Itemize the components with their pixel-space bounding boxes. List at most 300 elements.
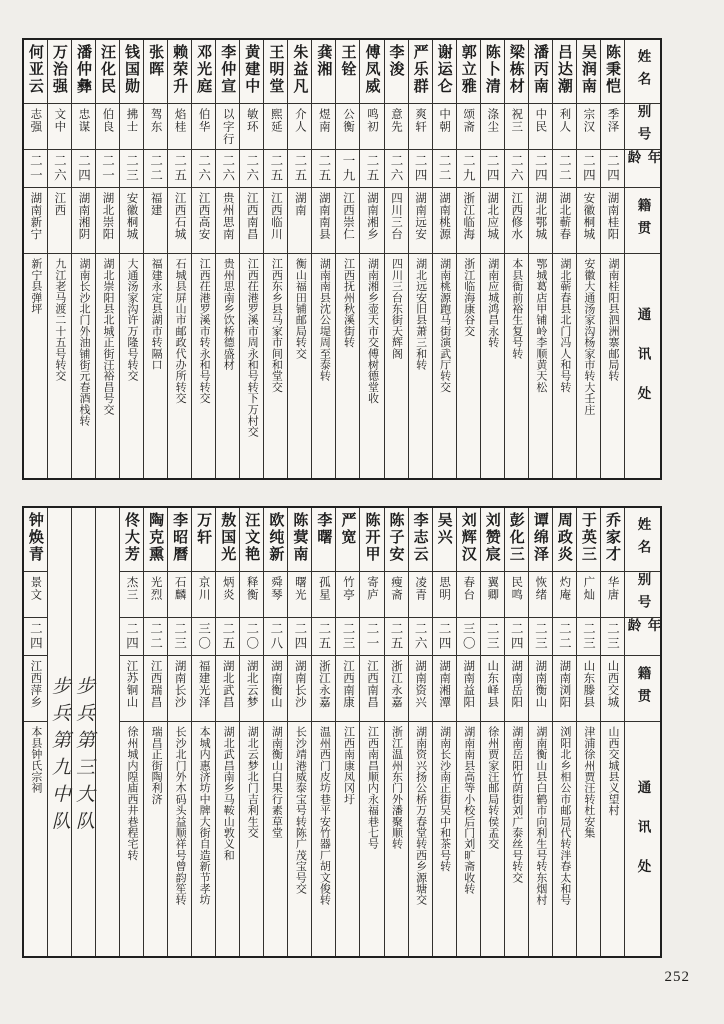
alias-cell — [264, 104, 287, 150]
address-text: 长沙靖港威泰宝号转陈广茂宝号交 — [294, 726, 307, 894]
alias-cell — [192, 572, 215, 618]
age-text: 二三 — [124, 154, 139, 183]
name-cell — [96, 40, 119, 104]
native-cell — [168, 656, 191, 722]
name-text: 乔家才 — [603, 512, 620, 563]
native-cell — [360, 656, 383, 722]
age-text: 二五 — [172, 154, 187, 183]
name-cell — [505, 40, 528, 104]
age-cell — [264, 150, 287, 188]
native-cell — [481, 188, 504, 254]
age-cell — [168, 150, 191, 188]
address-text: 湖北崇阳县北城正街汪裕昌号交 — [101, 258, 114, 415]
alias-cell — [481, 572, 504, 618]
name-cell — [385, 508, 408, 572]
name-cell — [312, 40, 335, 104]
address-cell — [264, 722, 287, 956]
address-cell — [457, 722, 480, 956]
native-cell — [24, 656, 47, 722]
native-cell — [553, 188, 576, 254]
alias-text: 颂斋 — [462, 108, 475, 133]
entry-column — [239, 40, 263, 478]
native-text: 四川三台 — [390, 192, 403, 240]
entry-column — [263, 508, 287, 956]
address-cell — [553, 722, 576, 956]
native-cell — [336, 656, 359, 722]
native-text: 山东峄县 — [486, 660, 499, 708]
name-cell — [336, 508, 359, 572]
header-age-label: 年龄 — [625, 150, 660, 173]
age-cell — [481, 150, 504, 188]
alias-text: 中民 — [534, 108, 547, 133]
address-text: 湖南桂阳县泗洲寨邮局转 — [606, 258, 619, 382]
name-cell — [336, 40, 359, 104]
alias-text: 敏环 — [245, 108, 258, 133]
age-text: 二六 — [413, 622, 428, 651]
native-text: 湖南桃源 — [438, 192, 451, 240]
alias-text: 鸣初 — [366, 108, 378, 133]
native-cell — [360, 188, 383, 254]
address-cell — [385, 722, 408, 956]
address-cell — [120, 254, 143, 478]
alias-cell — [601, 572, 624, 618]
header-address — [625, 254, 660, 478]
age-text: 二三 — [533, 622, 548, 651]
age-cell — [216, 150, 239, 188]
alias-text: 文中 — [53, 108, 66, 133]
alias-text: 焰桂 — [173, 108, 186, 133]
address-cell — [72, 254, 95, 478]
alias-cell — [409, 572, 432, 618]
age-text: 二二 — [148, 622, 163, 651]
entry-column — [504, 40, 528, 478]
age-text: 二一 — [100, 154, 115, 183]
alias-text: 拂士 — [125, 108, 138, 133]
alias-text: 利人 — [558, 108, 571, 133]
native-cell — [481, 656, 504, 722]
address-text: 江西茌港罗溪市周永和号转下万村交 — [246, 258, 259, 438]
address-text: 江西南康凤冈圩 — [342, 726, 355, 805]
native-cell — [216, 656, 239, 722]
native-cell — [505, 656, 528, 722]
name-text: 刘赞宸 — [483, 512, 500, 563]
alias-cell — [409, 104, 432, 150]
native-text: 山西交城 — [606, 660, 619, 708]
age-text: 二八 — [268, 622, 283, 651]
native-text: 湖南益阳 — [462, 660, 475, 708]
name-cell — [553, 508, 576, 572]
native-text: 湖北鄂城 — [534, 192, 547, 240]
entry-column — [600, 40, 624, 478]
age-cell — [144, 618, 167, 656]
address-text: 湖北云梦北门吉利生交 — [246, 726, 259, 838]
age-cell — [48, 150, 71, 188]
native-cell — [24, 188, 47, 254]
native-cell — [192, 656, 215, 722]
name-cell — [433, 508, 456, 572]
age-cell — [168, 618, 191, 656]
name-text: 陈开甲 — [363, 512, 380, 563]
name-cell — [601, 508, 624, 572]
handwritten-unit-annotation: 步兵第三大队 — [72, 676, 94, 838]
alias-text: 民鸣 — [510, 576, 523, 601]
entry-column — [191, 40, 215, 478]
address-cell — [96, 254, 119, 478]
alias-cell — [360, 572, 383, 618]
entry-column — [215, 508, 239, 956]
alias-text: 煜南 — [317, 108, 330, 133]
name-cell — [72, 40, 95, 104]
native-text: 湖南浏阳 — [558, 660, 571, 708]
alias-cell — [216, 104, 239, 150]
address-cell — [144, 722, 167, 956]
alias-text: 涤尘 — [486, 108, 499, 133]
native-text: 福建 — [149, 192, 162, 216]
alias-cell — [601, 104, 624, 150]
native-cell — [120, 188, 143, 254]
address-cell — [288, 722, 311, 956]
alias-text: 舜琴 — [269, 576, 282, 601]
native-text: 湖北崇阳 — [101, 192, 114, 240]
address-text: 本城内惠济坊中牌大街自造新节孝坊 — [198, 726, 211, 906]
age-text: 三〇 — [196, 622, 211, 651]
age-cell — [409, 618, 432, 656]
name-text: 李志云 — [411, 512, 428, 563]
name-cell — [240, 40, 263, 104]
header-name — [625, 508, 660, 572]
native-text: 江西临川 — [269, 192, 282, 240]
name-text: 李仲宣 — [219, 44, 236, 95]
native-text: 湖南长沙 — [293, 660, 306, 708]
alias-cell — [120, 572, 143, 618]
name-text: 朱益凡 — [291, 44, 308, 95]
age-cell — [360, 618, 383, 656]
age-text: 二二 — [437, 154, 452, 183]
header-age — [625, 150, 660, 188]
age-text: 二六 — [509, 154, 524, 183]
name-text: 于英三 — [579, 512, 596, 563]
age-cell — [409, 150, 432, 188]
age-text: 二四 — [485, 154, 500, 183]
entry-column — [191, 508, 215, 956]
address-cell — [385, 254, 408, 478]
native-text: 湖北武昌 — [221, 660, 234, 708]
age-text: 二四 — [533, 154, 548, 183]
age-cell — [120, 150, 143, 188]
age-cell — [264, 618, 287, 656]
age-text: 二六 — [220, 154, 235, 183]
address-text: 江西茌港罗溪市转永和号转交 — [198, 258, 211, 404]
alias-cell — [433, 104, 456, 150]
age-text: 二六 — [52, 154, 67, 183]
age-text: 二二 — [557, 622, 572, 651]
name-text: 龚湘 — [315, 44, 332, 78]
name-text: 梁栋材 — [507, 44, 524, 95]
native-cell — [216, 188, 239, 254]
address-text: 江西抚州秋溪街转 — [342, 258, 355, 348]
entry-column — [480, 508, 504, 956]
alias-text: 光烈 — [149, 576, 162, 601]
name-cell — [457, 40, 480, 104]
native-text: 江西瑞昌 — [149, 660, 162, 708]
address-cell — [553, 254, 576, 478]
name-text: 陈卜清 — [483, 44, 500, 95]
name-cell — [529, 40, 552, 104]
address-text: 湖北蕲春县北门冯人和号转 — [558, 258, 571, 393]
address-cell — [24, 722, 47, 956]
entry-column — [143, 40, 167, 478]
name-text: 邓光庭 — [195, 44, 212, 95]
name-text: 潘仲彝 — [74, 44, 91, 95]
age-text: 三〇 — [461, 622, 476, 651]
alias-text: 曙光 — [293, 576, 306, 601]
alias-cell — [48, 104, 71, 150]
address-cell — [577, 722, 600, 956]
address-text: 湖南资兴扬公桥万春堂转西乡源塘交 — [414, 726, 427, 906]
alias-cell — [336, 572, 359, 618]
age-cell — [240, 150, 263, 188]
alias-cell — [457, 104, 480, 150]
age-text: 二五 — [316, 154, 331, 183]
name-text: 吴兴 — [435, 512, 452, 546]
top-directory-table — [22, 38, 662, 480]
alias-cell — [385, 104, 408, 150]
name-text: 陶克熏 — [147, 512, 164, 563]
address-cell — [505, 254, 528, 478]
entry-column — [456, 508, 480, 956]
name-cell — [264, 508, 287, 572]
entry-column — [119, 40, 143, 478]
native-cell — [433, 656, 456, 722]
alias-cell — [312, 572, 335, 618]
address-text: 长沙北门外木码头益顺祥号曾韵笙转 — [174, 726, 187, 906]
name-cell — [409, 508, 432, 572]
name-text: 李浚 — [387, 44, 404, 78]
age-cell — [360, 150, 383, 188]
alias-cell — [24, 572, 47, 618]
age-text: 二四 — [76, 154, 91, 183]
native-text: 湖南南县 — [317, 192, 330, 240]
name-text: 李曙 — [315, 512, 332, 546]
name-cell — [288, 508, 311, 572]
age-cell — [312, 618, 335, 656]
age-cell — [553, 618, 576, 656]
alias-cell — [505, 572, 528, 618]
empty-column — [95, 508, 119, 956]
native-text: 江西崇仁 — [341, 192, 354, 240]
address-cell — [336, 254, 359, 478]
native-text: 江西高安 — [197, 192, 210, 240]
native-cell — [529, 656, 552, 722]
alias-text: 凌青 — [414, 576, 427, 601]
age-cell — [385, 618, 408, 656]
native-cell — [288, 188, 311, 254]
name-cell — [577, 508, 600, 572]
name-cell — [192, 40, 215, 104]
age-text: 一九 — [340, 154, 355, 183]
alias-cell — [240, 104, 263, 150]
address-cell — [481, 254, 504, 478]
alias-text: 恢绪 — [534, 576, 547, 601]
age-cell — [553, 150, 576, 188]
alias-cell — [144, 572, 167, 618]
native-text: 江西 — [53, 192, 66, 216]
address-cell — [24, 254, 47, 478]
name-text: 佟大芳 — [123, 512, 140, 563]
age-text: 二四 — [292, 622, 307, 651]
address-text: 湖南应城鸿昌永转 — [486, 258, 499, 348]
alias-text: 中朝 — [438, 108, 451, 133]
name-cell — [457, 508, 480, 572]
age-text: 二四 — [581, 154, 596, 183]
address-text: 徐州城内隍庙西井巷程宅转 — [126, 726, 139, 861]
native-text: 湖南湘阴 — [77, 192, 90, 240]
alias-text: 炳炎 — [221, 576, 234, 601]
age-cell — [336, 150, 359, 188]
bottom-directory-table — [22, 506, 662, 958]
native-text: 江西修水 — [510, 192, 523, 240]
native-cell — [336, 188, 359, 254]
alias-cell — [168, 572, 191, 618]
entry-column — [600, 508, 624, 956]
native-text: 湖南岳阳 — [510, 660, 523, 708]
header-column — [624, 40, 660, 478]
native-cell — [120, 656, 143, 722]
age-cell — [288, 150, 311, 188]
alias-cell — [312, 104, 335, 150]
alias-text: 意先 — [390, 108, 403, 133]
age-text: 二一 — [365, 622, 379, 651]
name-cell — [216, 40, 239, 104]
age-text: 二二 — [148, 154, 163, 183]
address-cell — [240, 254, 263, 478]
header-address — [625, 722, 660, 956]
header-column — [624, 508, 660, 956]
age-text: 二六 — [389, 154, 404, 183]
entry-column — [119, 508, 143, 956]
header-address-label: 通讯处 — [635, 306, 651, 426]
address-cell — [240, 722, 263, 956]
native-text: 湖南衡山 — [534, 660, 547, 708]
name-text: 彭化三 — [507, 512, 524, 563]
address-text: 湖南南县沈公堤周至泰转 — [318, 258, 331, 382]
native-cell — [577, 188, 600, 254]
entry-column — [432, 40, 456, 478]
name-text: 吴润南 — [579, 44, 596, 95]
name-text: 何亚云 — [26, 44, 43, 95]
address-text: 浏阳北乡相公市邮局代转泮春太和号 — [558, 726, 571, 906]
address-text: 大通汤家沟许万隆号转交 — [126, 258, 139, 382]
entry-column — [359, 508, 383, 956]
alias-text: 思明 — [438, 576, 451, 601]
entry-column — [263, 40, 287, 478]
entry-column — [576, 40, 600, 478]
native-cell — [288, 656, 311, 722]
address-text: 石城县屏山市邮政代办所转交 — [174, 258, 187, 404]
entry-column — [408, 508, 432, 956]
age-text: 二六 — [196, 154, 211, 183]
name-text: 钟焕青 — [26, 512, 43, 563]
alias-cell — [481, 104, 504, 150]
header-name — [625, 40, 660, 104]
native-text: 湖南桂阳 — [606, 192, 619, 240]
address-text: 湖南岳阳竹荫街刘广泰丝号转交 — [510, 726, 523, 883]
address-cell — [336, 722, 359, 956]
native-text: 江西萍乡 — [29, 660, 42, 708]
name-cell — [24, 508, 47, 572]
alias-text: 忠谋 — [77, 108, 90, 133]
native-cell — [409, 188, 432, 254]
native-cell — [457, 188, 480, 254]
address-cell — [48, 254, 71, 478]
header-name-label: 姓名 — [635, 49, 651, 94]
alias-cell — [144, 104, 167, 150]
name-cell — [577, 40, 600, 104]
age-cell — [24, 618, 47, 656]
age-text: 二四 — [509, 622, 524, 651]
address-text: 福建永定县湖市转隔口 — [150, 258, 163, 370]
age-text: 二二 — [557, 154, 572, 183]
entry-column — [215, 40, 239, 478]
alias-text: 爽轩 — [414, 108, 427, 133]
alias-cell — [577, 104, 600, 150]
alias-cell — [336, 104, 359, 150]
address-text: 湖南衡山白果行素草堂 — [270, 726, 283, 838]
address-cell — [601, 722, 624, 956]
age-cell — [577, 618, 600, 656]
alias-text: 竹亭 — [341, 576, 354, 601]
name-text: 欧纯新 — [267, 512, 284, 563]
alias-text: 翼卿 — [486, 576, 499, 601]
native-cell — [577, 656, 600, 722]
alias-cell — [577, 572, 600, 618]
name-cell — [192, 508, 215, 572]
native-text: 江苏铜山 — [125, 660, 138, 708]
age-text: 二五 — [292, 154, 307, 183]
address-text: 湖南桃源跑马街演武厅转交 — [438, 258, 451, 393]
age-text: 二九 — [461, 154, 476, 183]
name-text: 李昭曆 — [171, 512, 188, 563]
native-cell — [72, 188, 95, 254]
native-cell — [312, 188, 335, 254]
age-text: 二四 — [28, 622, 43, 651]
age-text: 二三 — [340, 622, 355, 651]
alias-text: 京川 — [197, 576, 210, 601]
age-cell — [433, 150, 456, 188]
entry-column — [287, 40, 311, 478]
age-text: 二四 — [124, 622, 139, 651]
entry-column — [576, 508, 600, 956]
name-text: 潘丙南 — [531, 44, 548, 95]
name-text: 陈蓂南 — [291, 512, 308, 563]
age-cell — [192, 150, 215, 188]
address-cell — [360, 722, 383, 956]
address-cell — [577, 254, 600, 478]
name-cell — [120, 40, 143, 104]
native-cell — [385, 656, 408, 722]
address-cell — [168, 254, 191, 478]
name-text: 严乐群 — [411, 44, 428, 95]
address-text: 四川三台东街天辉阁 — [390, 258, 403, 359]
age-cell — [577, 150, 600, 188]
age-text: 二三 — [485, 622, 500, 651]
name-cell — [288, 40, 311, 104]
name-text: 汪化民 — [98, 44, 115, 95]
native-text: 浙江永嘉 — [390, 660, 403, 708]
entry-column — [456, 40, 480, 478]
alias-text: 季泽 — [606, 108, 619, 133]
address-cell — [601, 254, 624, 478]
